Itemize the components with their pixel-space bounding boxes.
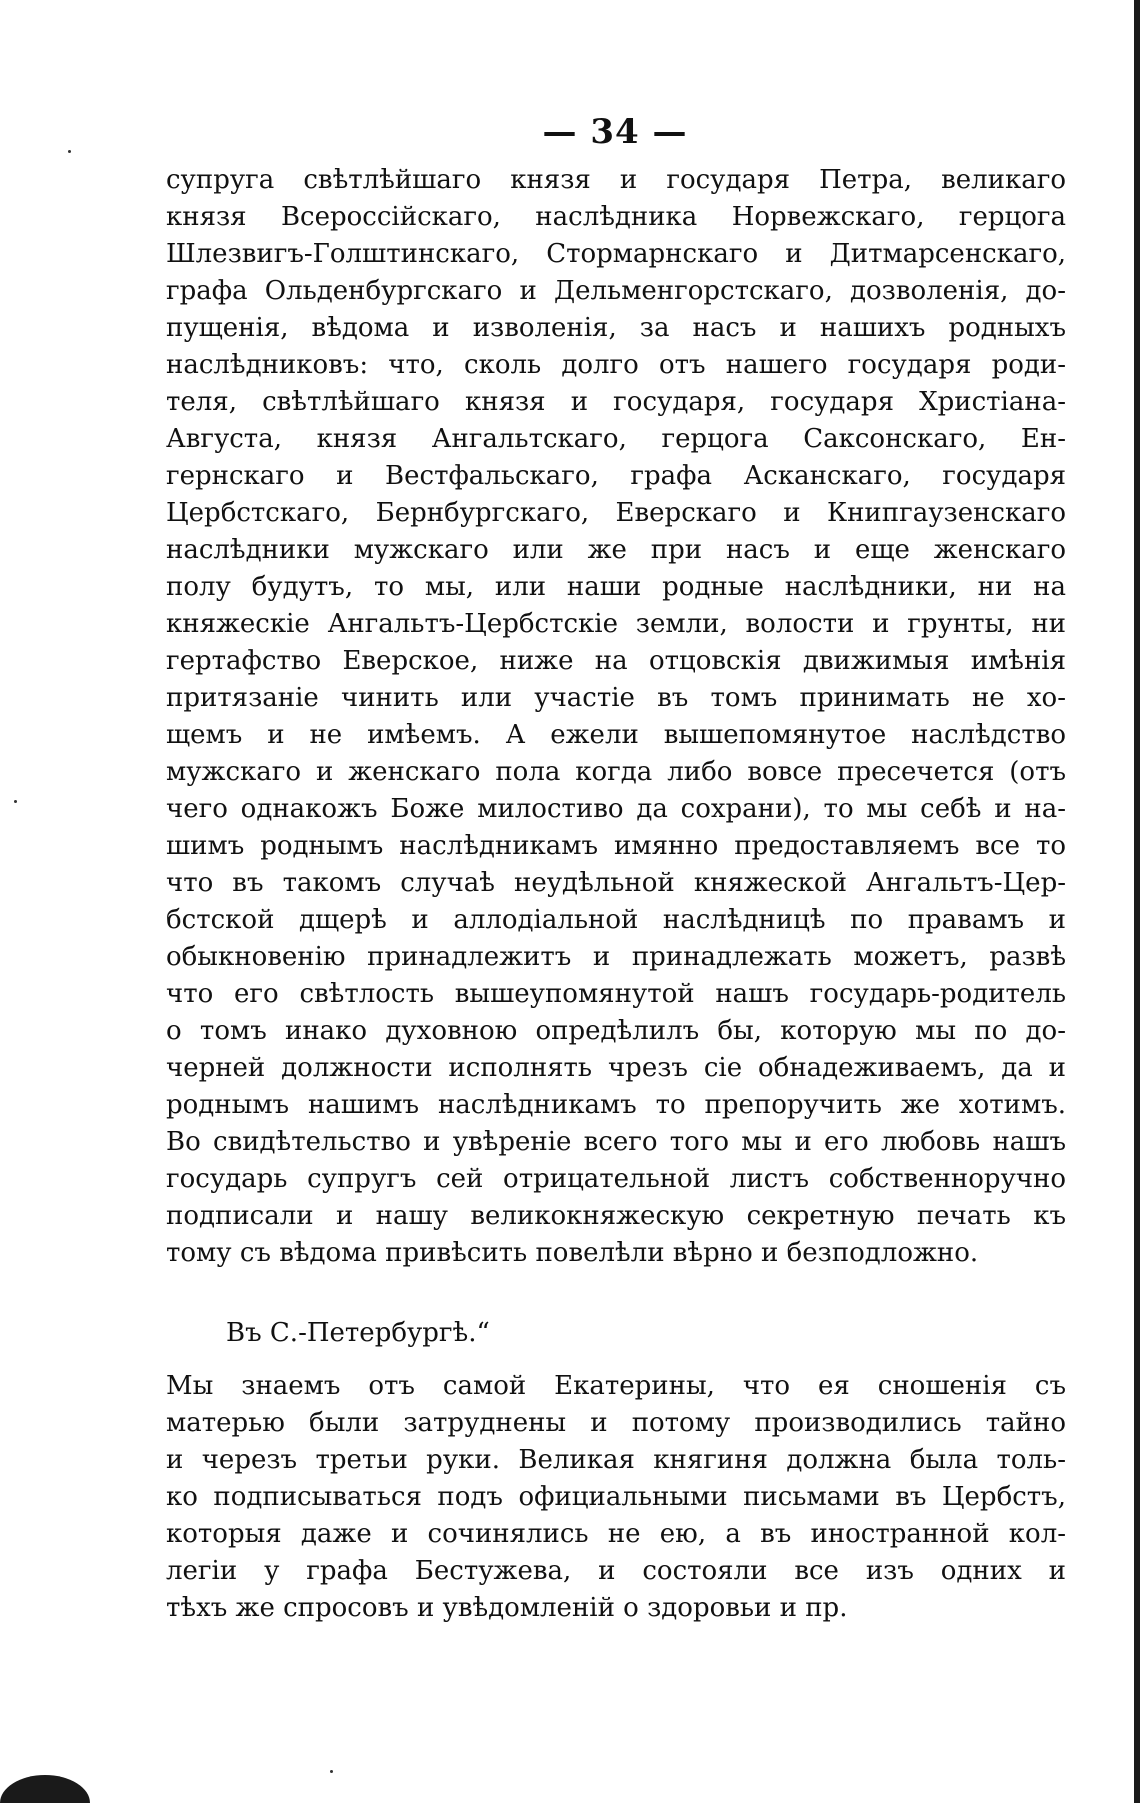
page-edge-shadow	[1134, 0, 1140, 1803]
text-line: щемъ и не имѣемъ. А ежели вышепомянутое наслѣдство	[166, 720, 1066, 750]
ink-smudge	[0, 1775, 90, 1803]
text-line: тѣхъ же спросовъ и увѣдомленій о здоровьи и пр.	[166, 1593, 848, 1623]
text-line: государь супругъ сей отрицательной листъ собственноручно	[166, 1164, 1066, 1194]
text-line: Мы знаемъ отъ самой Екатерины, что ея сношенія съ	[166, 1371, 1066, 1401]
text-line: что въ такомъ случаѣ неудѣльной княжеской Ангальтъ-Цер-	[166, 868, 1066, 898]
text-line: графа Ольденбургскаго и Дельменгорстскаго, дозволенія, до-	[166, 276, 1066, 306]
text-line: матерью были затруднены и потому производились тайно	[166, 1408, 1066, 1438]
text-line: ко подписываться подъ официальными письмами въ Цербстъ,	[166, 1482, 1066, 1512]
text-line: шимъ роднымъ наслѣдникамъ имянно предоставляемъ все то	[166, 831, 1066, 861]
text-line: супруга свѣтлѣйшаго князя и государя Петра, великаго	[166, 165, 1066, 195]
text-line: роднымъ нашимъ наслѣдникамъ то препоручить же хотимъ.	[166, 1090, 1066, 1120]
text-line: наслѣдники мужскаго или же при насъ и еще женскаго	[166, 535, 1066, 565]
text-line: Шлезвигъ-Голштинскаго, Стормарнскаго и Дитмарсенскаго,	[166, 239, 1066, 269]
page-number: — 34 —	[542, 112, 688, 152]
text-line: князя Всероссійскаго, наслѣдника Норвежскаго, герцога	[166, 202, 1066, 232]
text-line: бстской дщерѣ и аллодіальной наслѣдницѣ по правамъ и	[166, 905, 1066, 935]
text-line: черней должности исполнять чрезъ сіе обнадеживаемъ, да и	[166, 1053, 1066, 1083]
text-line: Августа, князя Ангальтскаго, герцога Саксонскаго, Ен-	[166, 424, 1066, 454]
main-paragraph	[166, 162, 1066, 1272]
ink-speck	[68, 150, 71, 153]
text-line: полу будутъ, то мы, или наши родные наслѣдники, ни на	[166, 572, 1066, 602]
commentary-paragraph	[166, 1368, 1066, 1627]
text-line: княжескіе Ангальтъ-Цербстскіе земли, волости и грунты, ни	[166, 609, 1066, 639]
text-line: тому съ вѣдома привѣсить повелѣли вѣрно и безподложно.	[166, 1238, 979, 1268]
text-line: о томъ инако духовною опредѣлилъ бы, которую мы по до-	[166, 1016, 1066, 1046]
text-line: пущенія, вѣдома и изволенія, за насъ и нашихъ родныхъ	[166, 313, 1066, 343]
text-line: легіи у графа Бестужева, и состояли все изъ одних и	[166, 1556, 1066, 1586]
text-line: гернскаго и Вестфальскаго, графа Асканскаго, государя	[166, 461, 1066, 491]
ink-speck	[14, 800, 17, 803]
text-line: Цербстскаго, Бернбургскаго, Еверскаго и Книпгаузенскаго	[166, 498, 1066, 528]
text-line: подписали и нашу великокняжескую секретную печать къ	[166, 1201, 1066, 1231]
text-line: теля, свѣтлѣйшаго князя и государя, государя Христіана-	[166, 387, 1066, 417]
text-line: наслѣдниковъ: что, сколь долго отъ нашего государя роди-	[166, 350, 1066, 380]
text-line: и черезъ третьи руки. Великая княгиня должна была толь-	[166, 1445, 1066, 1475]
signoff-place: Въ С.-Петербургѣ.“	[226, 1318, 490, 1348]
text-line: мужскаго и женскаго пола когда либо вовсе пресечется (отъ	[166, 757, 1066, 787]
ink-speck	[330, 1770, 333, 1773]
text-line: Во свидѣтельство и увѣреніе всего того мы и его любовь нашъ	[166, 1127, 1066, 1157]
text-line: чего однакожъ Боже милостиво да сохрани), то мы себѣ и на-	[166, 794, 1066, 824]
text-line: обыкновенію принадлежитъ и принадлежать можетъ, развѣ	[166, 942, 1066, 972]
text-line: которыя даже и сочинялись не ею, а въ иностранной кол-	[166, 1519, 1066, 1549]
text-line: гертафство Еверское, ниже на отцовскія движимыя имѣнія	[166, 646, 1066, 676]
text-line: притязаніе чинить или участіе въ томъ принимать не хо-	[166, 683, 1066, 713]
text-line: что его свѣтлость вышеупомянутой нашъ государь-родитель	[166, 979, 1066, 1009]
